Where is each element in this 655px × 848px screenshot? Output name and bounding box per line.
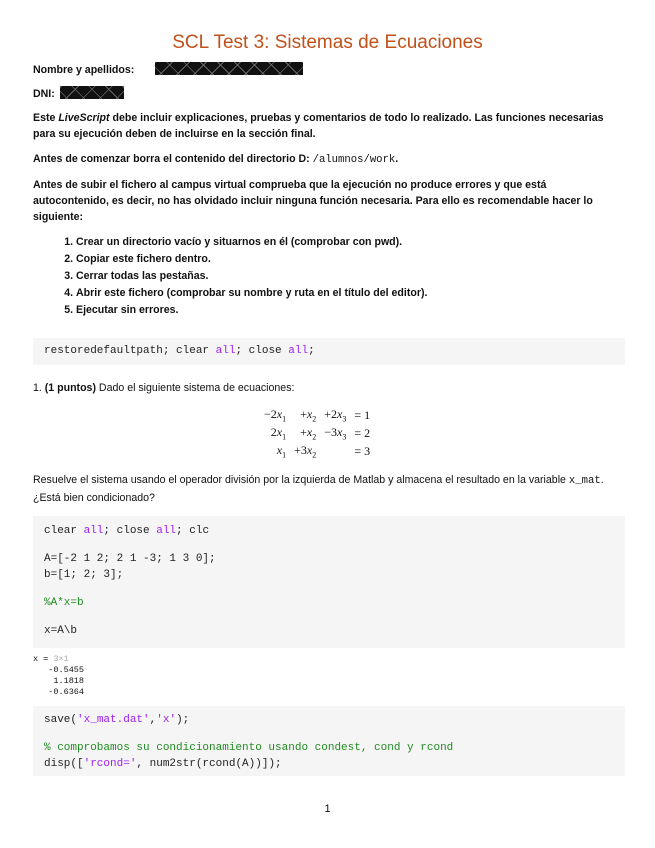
intro-paragraph-1 [33,110,623,142]
code-block-2[interactable] [33,516,625,648]
code-text: , num2str(rcond(A))]); [136,758,282,770]
list-item: 2. Copiar este fichero dentro. [76,251,636,268]
code-text: disp([ [44,758,84,770]
code-text: ; close [103,525,157,537]
eq-term: $+3x_2$ [294,442,317,460]
name-label: Nombre y apellidos: [33,64,135,76]
code-line [44,523,625,539]
code-text: , [149,714,157,726]
output-dims: 3×1 [53,654,69,664]
eq-coef: −3 [324,424,337,439]
list-item: 5. Ejecutar sin errores. [76,302,636,319]
steps-list [48,234,636,319]
eq-coef: −2 [264,406,277,421]
redacted-name [155,62,303,75]
code-string: 'x_mat.dat' [77,714,150,726]
question-text: Dado el siguiente sistema de ecuaciones: [95,382,295,394]
eq-coef: + [300,406,307,421]
eq-term: $2x_1$ [270,424,287,442]
eq-coef: 2 [270,424,277,439]
eq-term: $+2x_3$ [324,406,347,424]
code-spacer [44,539,625,551]
list-item: 3. Cerrar todas las pestañas. [76,268,636,285]
code-text: ); [176,714,190,726]
page-title: SCL Test 3: Sistemas de Ecuaciones [172,32,483,53]
output-var: x = [33,654,54,664]
code-keyword: all [288,345,309,357]
code-comment: % comprobamos su condicionamiento usando condest, cond y rcond [44,742,454,754]
intro-paragraph-3: Antes de subir el fichero al campus virtual comprueba que la ejecución no produce errores y que está autocontenido, es decir, no has olvidado incluir ninguna función necesaria. Para ello es recomendable hacer lo siguiente: [33,179,593,223]
equation-system [260,406,374,460]
code-line [44,756,625,772]
page-number: 1 [324,803,331,815]
command-output [33,654,84,698]
equation-row [260,442,374,460]
code-spacer [44,728,625,740]
instruction-text-a: Resuelve el sistema usando el operador división por la izquierda de Matlab y almacena el resultado en la variable [33,474,569,486]
intro-paragraph-2 [33,151,623,168]
code-text: save( [44,714,78,726]
eq-coef: +3 [294,442,307,457]
eq-term: $-2x_1$ [264,406,287,424]
code-line [44,712,625,728]
eq-rhs: = 2 [354,425,371,440]
output-value: -0.5455 [33,665,85,675]
question-1-statement [33,380,625,397]
code-line: x=A\b [44,625,78,637]
equation-row [260,424,374,442]
eq-coef: + [300,424,307,439]
code-line [44,343,625,359]
code-spacer [44,583,625,595]
intro-p1-text-b: debe incluir explicaciones, pruebas y comentarios de todo lo realizado. Las funciones necesarias para su ejecución deben de incluirse en la sección final. [33,112,604,140]
code-text: restoredefaultpath; clear [44,345,216,357]
eq-rhs: = 1 [354,407,371,422]
intro-p2-text-b: . [395,153,399,165]
code-text: ; close [235,345,289,357]
code-comment: %A*x=b [44,597,84,609]
code-text: ; [308,345,315,357]
dni-row [33,86,124,102]
name-row [33,62,303,78]
eq-rhs: = 3 [354,443,371,458]
code-keyword: all [156,525,177,537]
code-line: b=[1; 2; 3]; [44,569,124,581]
intro-p1-italic: LiveScript [58,112,110,124]
code-spacer [44,611,625,623]
redacted-dni [60,86,124,99]
intro-p2-text-a: Antes de comenzar borra el contenido del directorio D: [33,153,313,165]
code-keyword: all [83,525,104,537]
code-string: 'x' [156,714,177,726]
eq-term: $x_1$ [276,442,287,460]
code-keyword: all [215,345,236,357]
output-value: -0.6364 [33,687,85,697]
eq-term: $+x_2$ [300,406,317,424]
code-text: clear [44,525,84,537]
intro-p2-path: /alumnos/work [312,154,396,166]
eq-term: $+x_2$ [300,424,317,442]
question-points: (1 puntos) [44,382,96,394]
dni-label: DNI: [33,88,55,100]
list-item: 4. Abrir este fichero (comprobar su nombre y ruta en el título del editor). [76,285,636,302]
question-1-instructions [33,472,625,507]
list-item: 1. Crear un directorio vacío y situarnos en él (comprobar con pwd). [76,234,636,251]
eq-term: $-3x_3$ [324,424,347,442]
code-block-1[interactable] [33,338,625,365]
code-string: 'rcond=' [83,758,137,770]
eq-coef: +2 [324,406,337,421]
eq-term [320,442,350,460]
question-number: 1. [33,382,45,394]
output-value: 1.1818 [33,676,85,686]
code-text: ; clc [176,525,210,537]
instruction-var: x_mat [568,475,601,487]
intro-p1-text-a: Este [33,112,59,124]
instruction-text-b: . ¿Está bien condicionado? [33,474,604,504]
code-line: A=[-2 1 2; 2 1 -3; 1 3 0]; [44,553,216,565]
code-block-3[interactable] [33,706,625,776]
equation-row [260,406,374,424]
